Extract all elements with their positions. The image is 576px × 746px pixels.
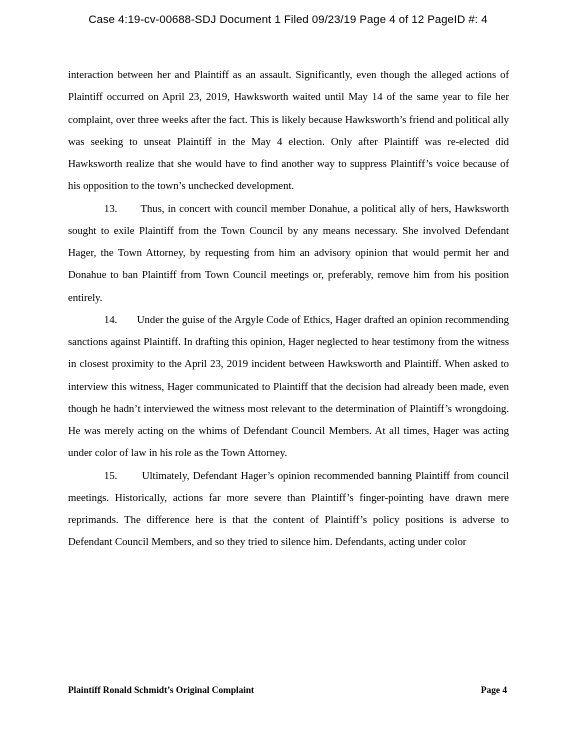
paragraph-continuation: interaction between her and Plaintiff as an assault. Significantly, even though the alleged actions of Plaintiff occurred on April 23, 2019, Hawksworth waited until May 14 of the same year to file her complaint, over three weeks after the fact. This is likely because Hawksworth’s friend and political ally was seeking to unseat Plaintiff in the May 4 election. Only after Plaintiff was re-elected did Hawksworth realize that she would have to find another way to suppress Plaintiff’s voice because of his opposition to the town’s unchecked development. <box>68 70 509 193</box>
document-body <box>68 65 509 555</box>
paragraph-14: 14. Under the guise of the Argyle Code of Ethics, Hager drafted an opinion recommending sanctions against Plaintiff. In drafting this opinion, Hager neglected to hear testimony from the witness in closest proximity to the April 23, 2019 incident between Hawksworth and Plaintiff. When asked to interview this witness, Hager communicated to Plaintiff that the decision had already been made, even though he hadn’t interviewed the witness most relevant to the determination of Plaintiff’s wrongdoing. He was merely acting on the whims of Defendant Council Members. At all times, Hager was acting under color of law in his role as the Town Attorney. <box>68 314 509 460</box>
paragraph-15: 15. Ultimately, Defendant Hager’s opinion recommended banning Plaintiff from council meetings. Historically, actions far more severe than Plaintiff’s finger-pointing have drawn mere reprimands. The difference here is that the content of Plaintiff’s policy positions is adverse to Defendant Council Members, and so they tried to silence him. Defendants, acting under color <box>68 470 509 549</box>
footer-document-title: Plaintiff Ronald Schmidt’s Original Complaint <box>68 686 255 696</box>
paragraph-13: 13. Thus, in concert with council member Donahue, a political ally of hers, Hawksworth sought to exile Plaintiff from the Town Council by any means necessary. She involved Defendant Hager, the Town Attorney, by requesting from him an advisory opinion that would permit her and Donahue to ban Plaintiff from Town Council meetings or, preferably, remove him from his position entirely. <box>68 203 509 304</box>
footer-page-number: Page 4 <box>480 686 507 696</box>
case-header: Case 4:19-cv-00688-SDJ Document 1 Filed 09/23/19 Page 4 of 12 PageID #: 4 <box>88 14 488 26</box>
